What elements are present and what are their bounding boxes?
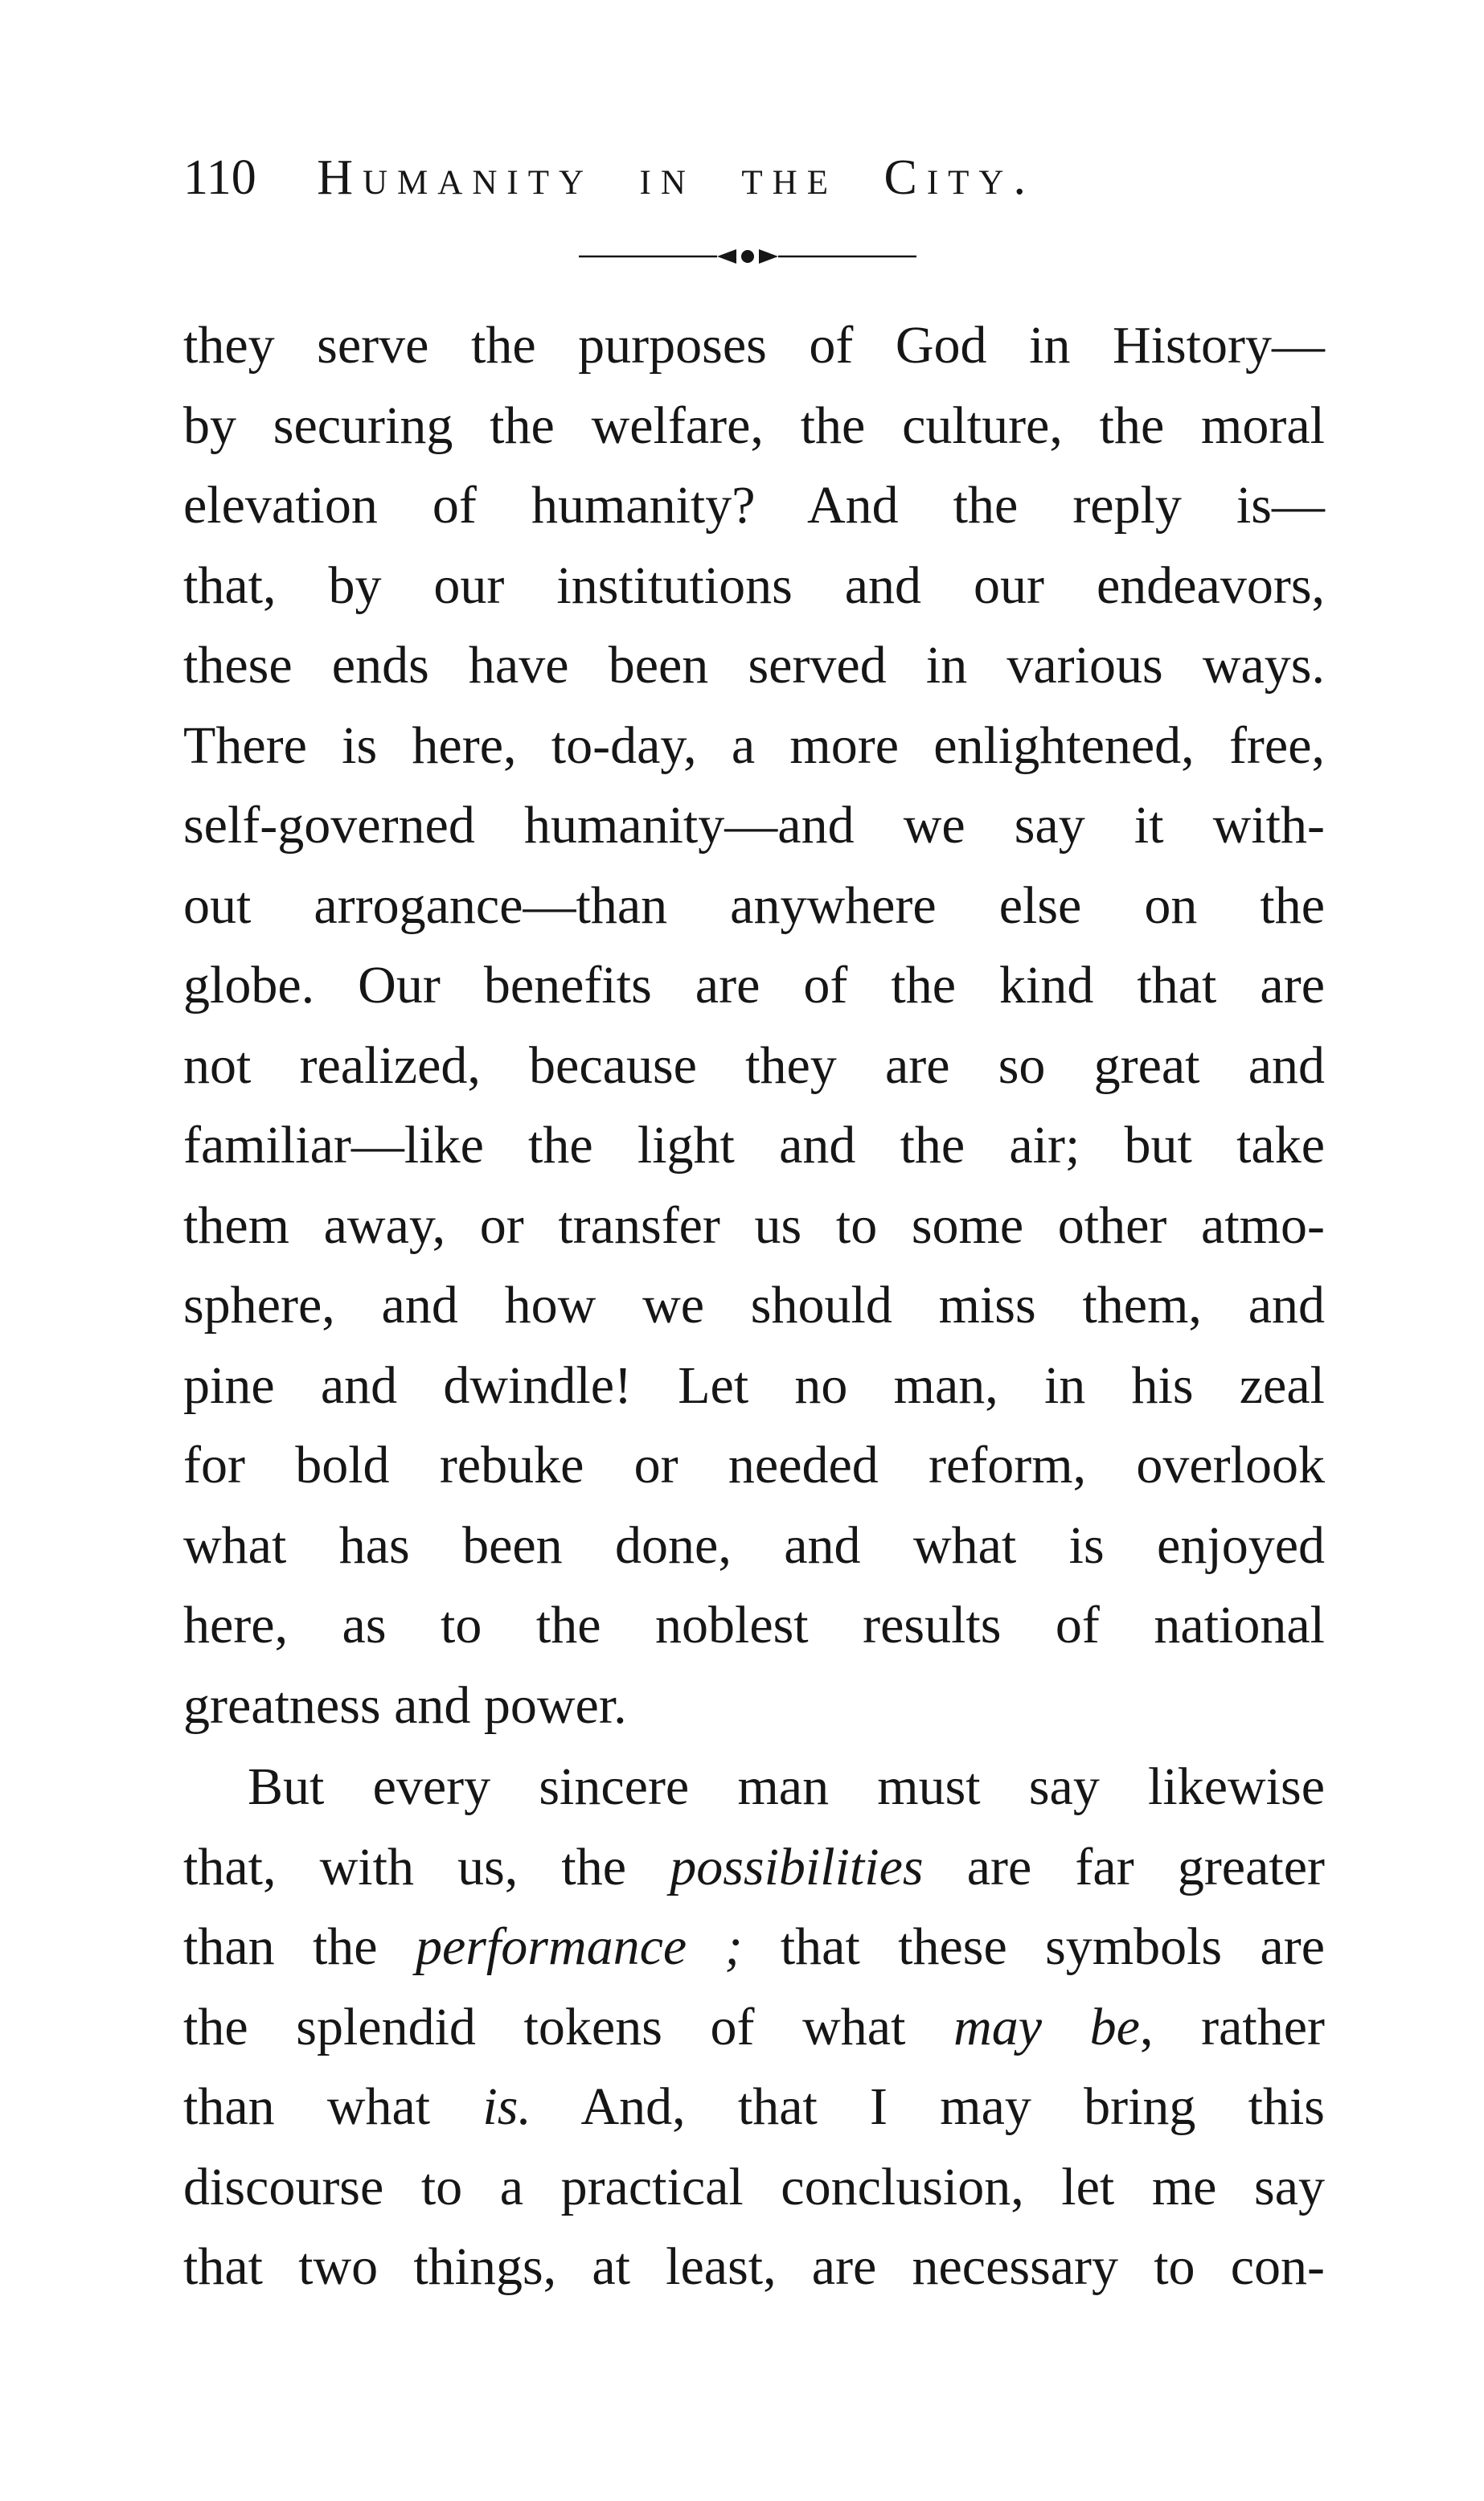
text-run: than the [183, 1917, 416, 1976]
text-line: familiar—like the light and the air; but take [183, 1116, 1325, 1175]
italic-text: may be [953, 1997, 1140, 2056]
text-run: that, with us, the [183, 1837, 670, 1896]
italic-text: is. [482, 2077, 531, 2136]
text-line: out arrogance—than anywhere else on the [183, 875, 1325, 935]
text-line: here, as to the noblest results of national [183, 1596, 1325, 1654]
text-line: There is here, to-day, a more enlightened, free, [183, 715, 1325, 775]
running-head [183, 141, 1325, 214]
ornament-rule [579, 244, 916, 269]
text-line: not realized, because they are so great and [183, 1035, 1325, 1095]
text-run: the splendid tokens of what [183, 1997, 954, 2056]
text-run: that these symbols are [742, 1917, 1326, 1976]
text-line [183, 1827, 1325, 1908]
text-line: pine and dwindle! Let no man, in his zeal [183, 1355, 1325, 1415]
text-run: , rather [1139, 1997, 1325, 2056]
text-line: that, by our institutions and our endeavors, [183, 556, 1325, 615]
text-line: greatness and power. [183, 1675, 627, 1735]
text-line: for bold rebuke or needed reform, overlook [183, 1436, 1325, 1494]
italic-text: possibilities [670, 1837, 924, 1896]
text-line: that two things, at least, are necessary to con- [183, 2237, 1325, 2296]
italic-text: performance ; [415, 1917, 743, 1976]
text-run: are far greater [923, 1837, 1325, 1896]
text-line: discourse to a practical conclusion, let me say [183, 2157, 1325, 2216]
paragraph-1 [183, 305, 1325, 1745]
page-number: 110 [183, 150, 256, 205]
running-title: Humanity in the City. [317, 150, 1035, 205]
text-line: what has been done, and what is enjoyed [183, 1515, 1325, 1575]
text-line: self-governed humanity—and we say it with- [183, 796, 1325, 855]
text-line: elevation of humanity? And the reply is— [183, 476, 1325, 535]
text-line: sphere, and how we should miss them, and [183, 1276, 1325, 1335]
body-text [183, 305, 1325, 2307]
text-line [183, 1987, 1325, 2068]
text-line [183, 2067, 1325, 2147]
text-line: they serve the purposes of God in History— [183, 316, 1325, 375]
paragraph-2 [183, 1747, 1325, 2307]
text-line: globe. Our benefits are of the kind that are [183, 956, 1325, 1015]
text-line: them away, or transfer us to some other atmo- [183, 1195, 1325, 1255]
text-run: And, that I may bring this [531, 2077, 1325, 2136]
text-run: than what [183, 2077, 483, 2136]
text-line: by securing the welfare, the culture, the moral [183, 396, 1325, 455]
text-line: these ends have been served in various ways. [183, 636, 1325, 695]
text-line [183, 1907, 1325, 1987]
text-line: But every sincere man must say likewise [248, 1757, 1325, 1816]
